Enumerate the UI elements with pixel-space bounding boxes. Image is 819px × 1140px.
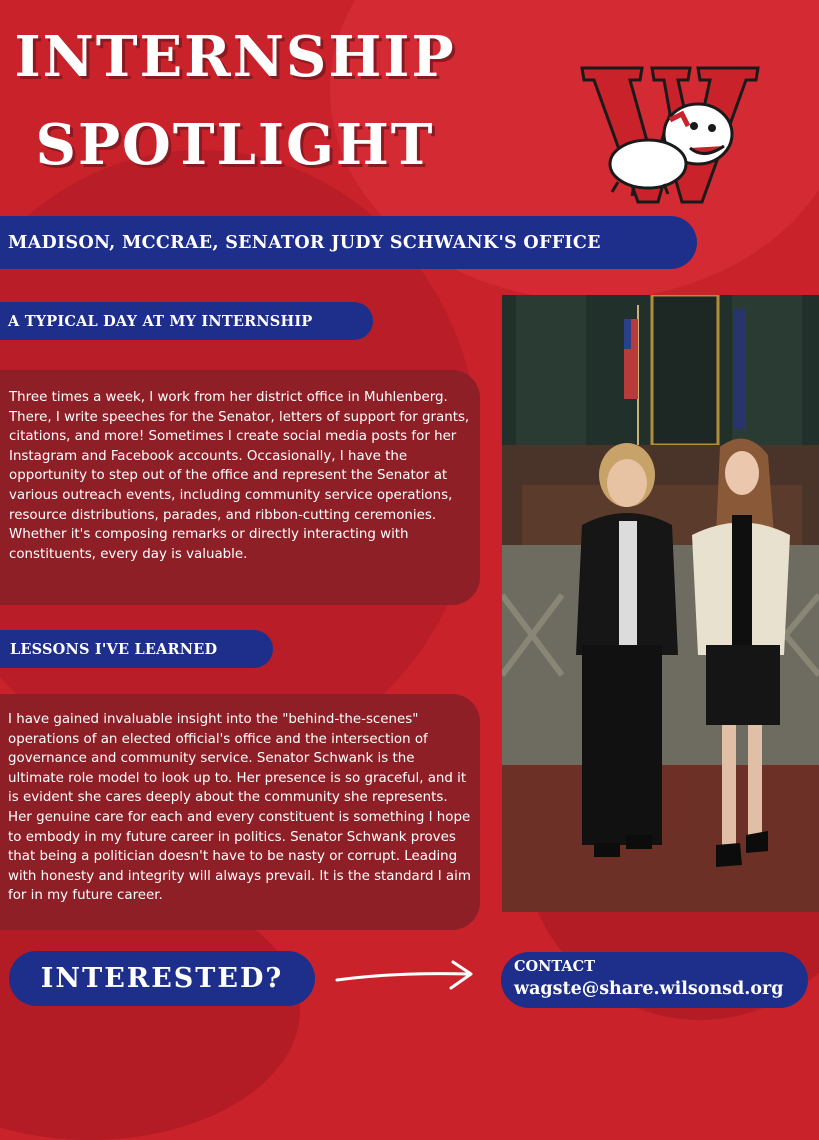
contact-box <box>501 952 808 1008</box>
interested-banner: INTERESTED? <box>9 951 315 1006</box>
name-banner: MADISON, MCCRAE, SENATOR JUDY SCHWANK'S OFFICE <box>0 216 697 269</box>
title-line-2: SPOTLIGHT <box>35 112 435 178</box>
arrow-right-icon <box>335 958 475 994</box>
school-logo <box>578 64 762 206</box>
contact-email[interactable]: wagste@share.wilsonsd.org <box>514 979 784 999</box>
section-body-lessons: I have gained invaluable insight into the "behind-the-scenes" operations of an elected official's office and the intersection of governance and community service. Senator Schwank is the ultimate role model to look up to. Her presence is so graceful, and it is evident she cares deeply about the community she represents. Her genuine care for each and every constituent is something I hope to embody in my future career in politics. Senator Schwank proves that being a politician doesn't have to be nasty or corrupt. Leading with honesty and integrity will always prevail. It is the standard I aim for in my future career. <box>0 694 480 930</box>
section-heading-lessons: LESSONS I'VE LEARNED <box>0 630 273 668</box>
section-body-typical-day: Three times a week, I work from her district office in Muhlenberg. There, I write speeches for the Senator, letters of support for grants, citations, and more! Sometimes I create social media posts for her Instagram and Facebook accounts. Occasionally, I have the opportunity to step out of the office and represent the Senator at various outreach events, including community service operations, resource distributions, parades, and ribbon-cutting ceremonies. Whether it's composing remarks or directly interacting with constituents, every day is valuable. <box>0 370 480 605</box>
contact-label: CONTACT <box>514 958 596 975</box>
intern-photo <box>502 295 819 912</box>
section-heading-typical-day: A TYPICAL DAY AT MY INTERNSHIP <box>0 302 373 340</box>
title-line-1: INTERNSHIP <box>14 24 456 90</box>
